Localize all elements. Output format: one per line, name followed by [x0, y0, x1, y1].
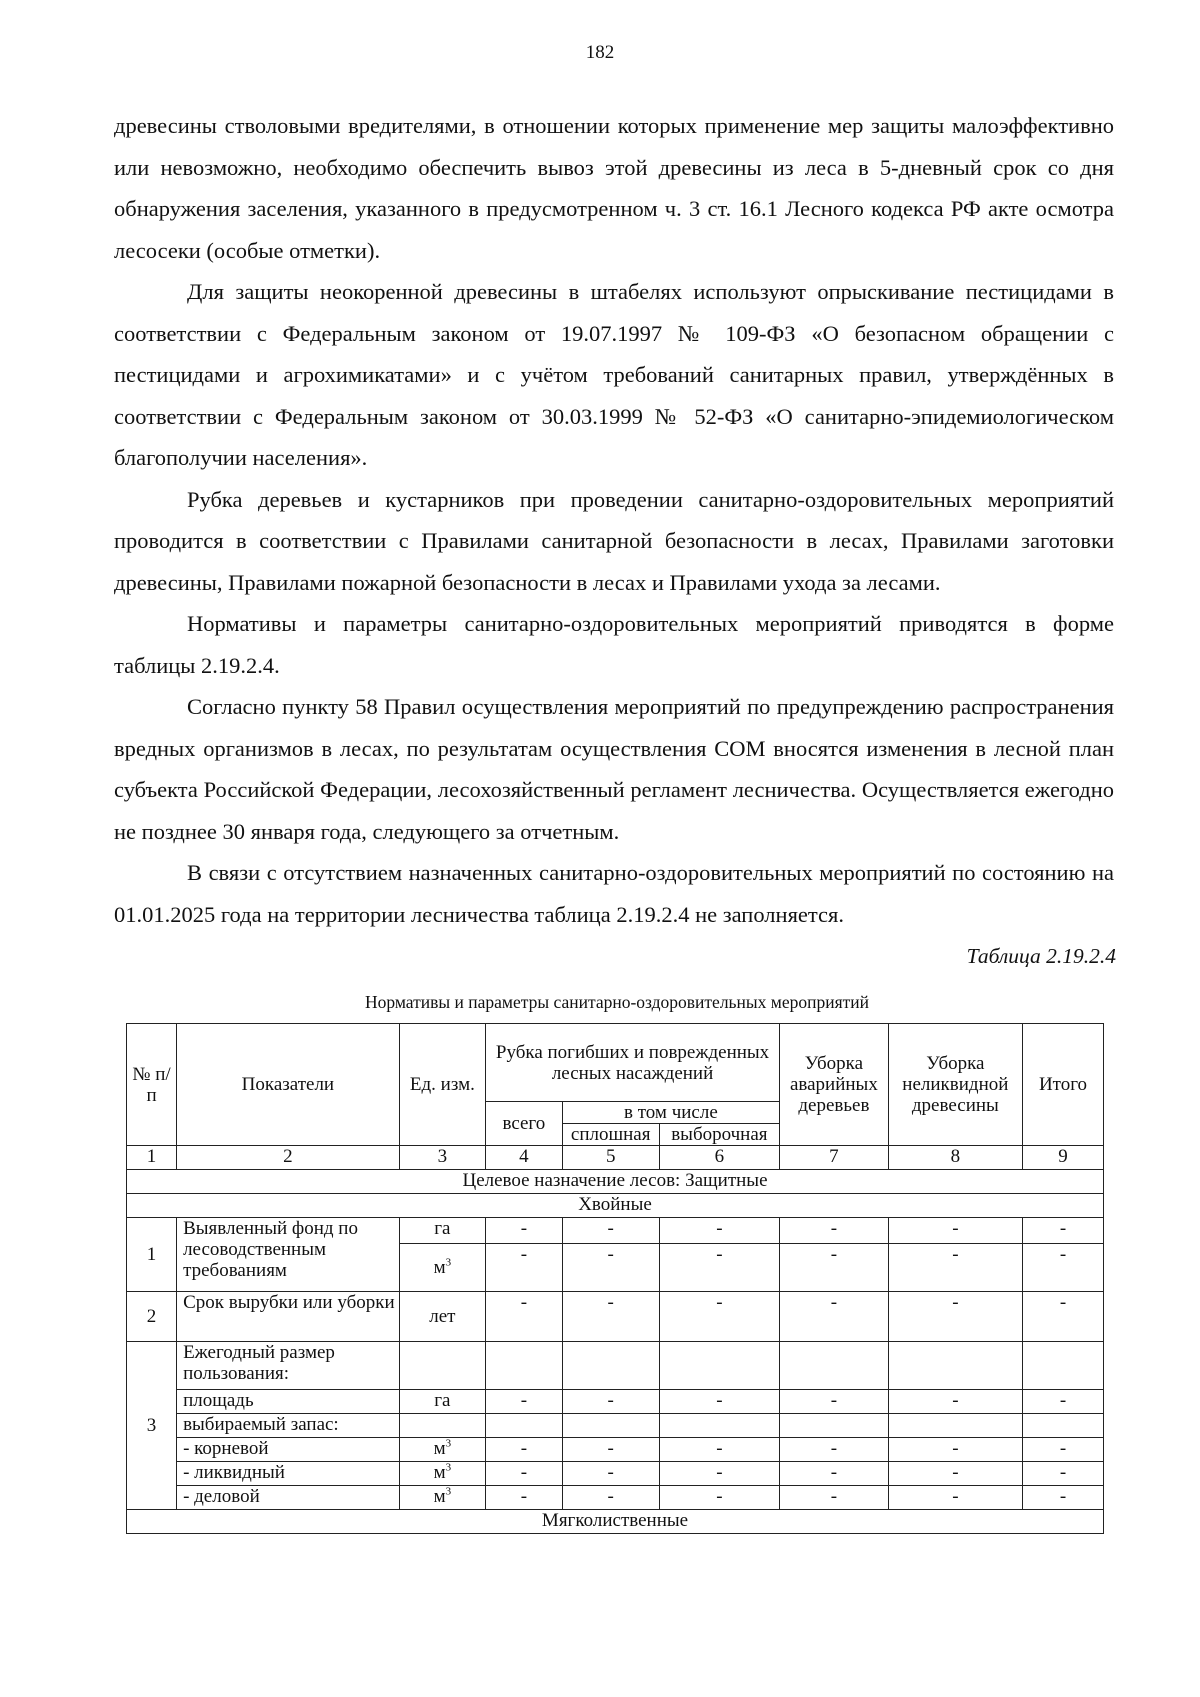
paragraph: Рубка деревьев и кустарников при проведении санитарно-оздоровительных мероприятий проводится в соответствии с Правилами санитарной безопасности в лесах, Правилами заготовки древесины, Правилами пожарной безопасности в лесах и Правилами ухода за лесами.	[114, 486, 1114, 595]
table-cell: -	[486, 1390, 563, 1414]
unit-m3: м	[433, 1257, 446, 1278]
row-number: 1	[127, 1218, 177, 1292]
page-number: 182	[585, 42, 615, 63]
table-cell: -	[1022, 1390, 1103, 1414]
empty-cell	[1022, 1342, 1103, 1390]
table-label: Таблица 2.19.2.4	[966, 944, 1116, 968]
row-label: - деловой	[177, 1486, 400, 1510]
table-cell: -	[562, 1438, 659, 1462]
col-number: 3	[399, 1146, 485, 1170]
empty-cell	[1022, 1414, 1103, 1438]
unit-cell: га	[399, 1390, 485, 1414]
unit-cell: га	[399, 1218, 485, 1244]
unit-superscript: 3	[445, 1437, 452, 1450]
table-cell: -	[1022, 1462, 1103, 1486]
row-label: - ликвидный	[177, 1462, 400, 1486]
table-cell: -	[486, 1486, 563, 1510]
table-cell: -	[888, 1438, 1022, 1462]
unit-cell: лет	[399, 1292, 485, 1342]
norms-table	[126, 1023, 1104, 1534]
table-cell: -	[486, 1244, 563, 1292]
col-number: 5	[562, 1146, 659, 1170]
table-cell: -	[780, 1244, 889, 1292]
header-num: № п/п	[127, 1024, 177, 1146]
table-cell: -	[562, 1218, 659, 1244]
table-cell: -	[888, 1292, 1022, 1342]
header-clear: сплошная	[562, 1124, 659, 1146]
row-label: Срок вырубки или уборки	[177, 1292, 400, 1342]
table-cell: -	[780, 1438, 889, 1462]
table-cell: -	[562, 1462, 659, 1486]
empty-cell	[562, 1414, 659, 1438]
paragraph: В связи с отсутствием назначенных санитарно-оздоровительных мероприятий по состоянию на 01.01.2025 года на территории лесничества таблица 2.19.2.4 не заполняется.	[114, 860, 1114, 927]
table-cell: -	[780, 1390, 889, 1414]
row-label: Выявленный фонд по лесоводственным требованиям	[177, 1218, 400, 1292]
table-cell: -	[659, 1244, 779, 1292]
row-label: площадь	[177, 1390, 400, 1414]
unit-cell	[399, 1462, 485, 1486]
table-cell: -	[486, 1438, 563, 1462]
col-number: 9	[1022, 1146, 1103, 1170]
table-cell: -	[780, 1462, 889, 1486]
header-felling: Рубка погибших и поврежденных лесных насаждений	[486, 1024, 780, 1102]
paragraph: Нормативы и параметры санитарно-оздоровительных мероприятий приводятся в форме таблицы 2.19.2.4.	[114, 611, 1114, 678]
empty-cell	[399, 1342, 485, 1390]
empty-cell	[888, 1342, 1022, 1390]
table-cell: -	[659, 1292, 779, 1342]
empty-cell	[888, 1414, 1022, 1438]
table-cell: -	[562, 1244, 659, 1292]
table-cell: -	[888, 1390, 1022, 1414]
table-cell: -	[1022, 1244, 1103, 1292]
table-cell: -	[659, 1438, 779, 1462]
unit-superscript: 3	[445, 1256, 452, 1269]
table-cell: -	[659, 1218, 779, 1244]
paragraph: Согласно пункту 58 Правил осуществления мероприятий по предупреждению распространения вредных организмов в лесах, по результатам осуществления СОМ вносятся изменения в лесной план субъекта Российской Федерации, лесохозяйственный регламент лесничества. Осуществляется ежегодно не позднее 30 января года, следующего за отчетным.	[114, 694, 1114, 844]
header-indicators: Показатели	[177, 1024, 400, 1146]
header-including: в том числе	[562, 1102, 779, 1124]
unit-superscript: 3	[445, 1461, 452, 1474]
table-cell: -	[1022, 1218, 1103, 1244]
row-label: выбираемый запас:	[177, 1414, 400, 1438]
col-number: 6	[659, 1146, 779, 1170]
table-cell: -	[562, 1390, 659, 1414]
table-cell: -	[659, 1486, 779, 1510]
empty-cell	[486, 1342, 563, 1390]
group-conifer: Хвойные	[127, 1194, 1104, 1218]
body-text	[114, 105, 1114, 935]
empty-cell	[399, 1414, 485, 1438]
section-title: Целевое назначение лесов: Защитные	[127, 1170, 1104, 1194]
header-total-all: всего	[486, 1102, 563, 1146]
header-selective: выборочная	[659, 1124, 779, 1146]
paragraph: Для защиты неокоренной древесины в штабелях используют опрыскивание пестицидами в соответствии с Федеральным законом от 19.07.1997 № 109-ФЗ «О безопасном обращении с пестицидами и агрохимикатами» и с учётом требований санитарных правил, утверждённых в соответствии с Федеральным законом от 30.03.1999 № 52-ФЗ «О санитарно-эпидемиологическом благополучии населения».	[114, 279, 1114, 470]
unit-cell	[399, 1438, 485, 1462]
empty-cell	[659, 1342, 779, 1390]
header-emergency: Уборка аварийных деревьев	[780, 1024, 889, 1146]
table-cell: -	[659, 1390, 779, 1414]
col-number: 4	[486, 1146, 563, 1170]
empty-cell	[780, 1342, 889, 1390]
unit-m3: м	[433, 1486, 446, 1507]
empty-cell	[659, 1414, 779, 1438]
row-label: - корневой	[177, 1438, 400, 1462]
table-cell: -	[486, 1218, 563, 1244]
group-soft: Мягколиственные	[127, 1510, 1104, 1534]
unit-superscript: 3	[445, 1485, 452, 1498]
table-caption: Нормативы и параметры санитарно-оздоровительных мероприятий	[364, 992, 870, 1012]
table-cell: -	[562, 1292, 659, 1342]
empty-cell	[562, 1342, 659, 1390]
table-cell: -	[1022, 1438, 1103, 1462]
row-number: 2	[127, 1292, 177, 1342]
table-cell: -	[486, 1462, 563, 1486]
row-number: 3	[127, 1342, 177, 1510]
table-cell: -	[780, 1218, 889, 1244]
col-number: 8	[888, 1146, 1022, 1170]
table-cell: -	[888, 1462, 1022, 1486]
empty-cell	[780, 1414, 889, 1438]
table-cell: -	[659, 1462, 779, 1486]
paragraph: древесины стволовыми вредителями, в отношении которых применение мер защиты малоэффективно или невозможно, необходимо обеспечить вывоз этой древесины из леса в 5-дневный срок со дня обнаружения заселения, указанного в предусмотренном ч. 3 ст. 16.1 Лесного кодекса РФ акте осмотра лесосеки (особые отметки).	[114, 113, 1114, 263]
table-cell: -	[1022, 1292, 1103, 1342]
header-total: Итого	[1022, 1024, 1103, 1146]
unit-cell	[399, 1244, 485, 1292]
unit-m3: м	[433, 1438, 446, 1459]
table-cell: -	[486, 1292, 563, 1342]
empty-cell	[486, 1414, 563, 1438]
header-illiquid: Уборка неликвидной древесины	[888, 1024, 1022, 1146]
row-label: Ежегодный размер пользования:	[177, 1342, 400, 1390]
col-number: 7	[780, 1146, 889, 1170]
table-cell: -	[562, 1486, 659, 1510]
table-cell: -	[888, 1244, 1022, 1292]
unit-cell	[399, 1486, 485, 1510]
col-number: 1	[127, 1146, 177, 1170]
col-number: 2	[177, 1146, 400, 1170]
table-cell: -	[780, 1292, 889, 1342]
table-cell: -	[780, 1486, 889, 1510]
unit-m3: м	[433, 1462, 446, 1483]
table-cell: -	[1022, 1486, 1103, 1510]
table-cell: -	[888, 1218, 1022, 1244]
header-unit: Ед. изм.	[399, 1024, 485, 1146]
table-cell: -	[888, 1486, 1022, 1510]
